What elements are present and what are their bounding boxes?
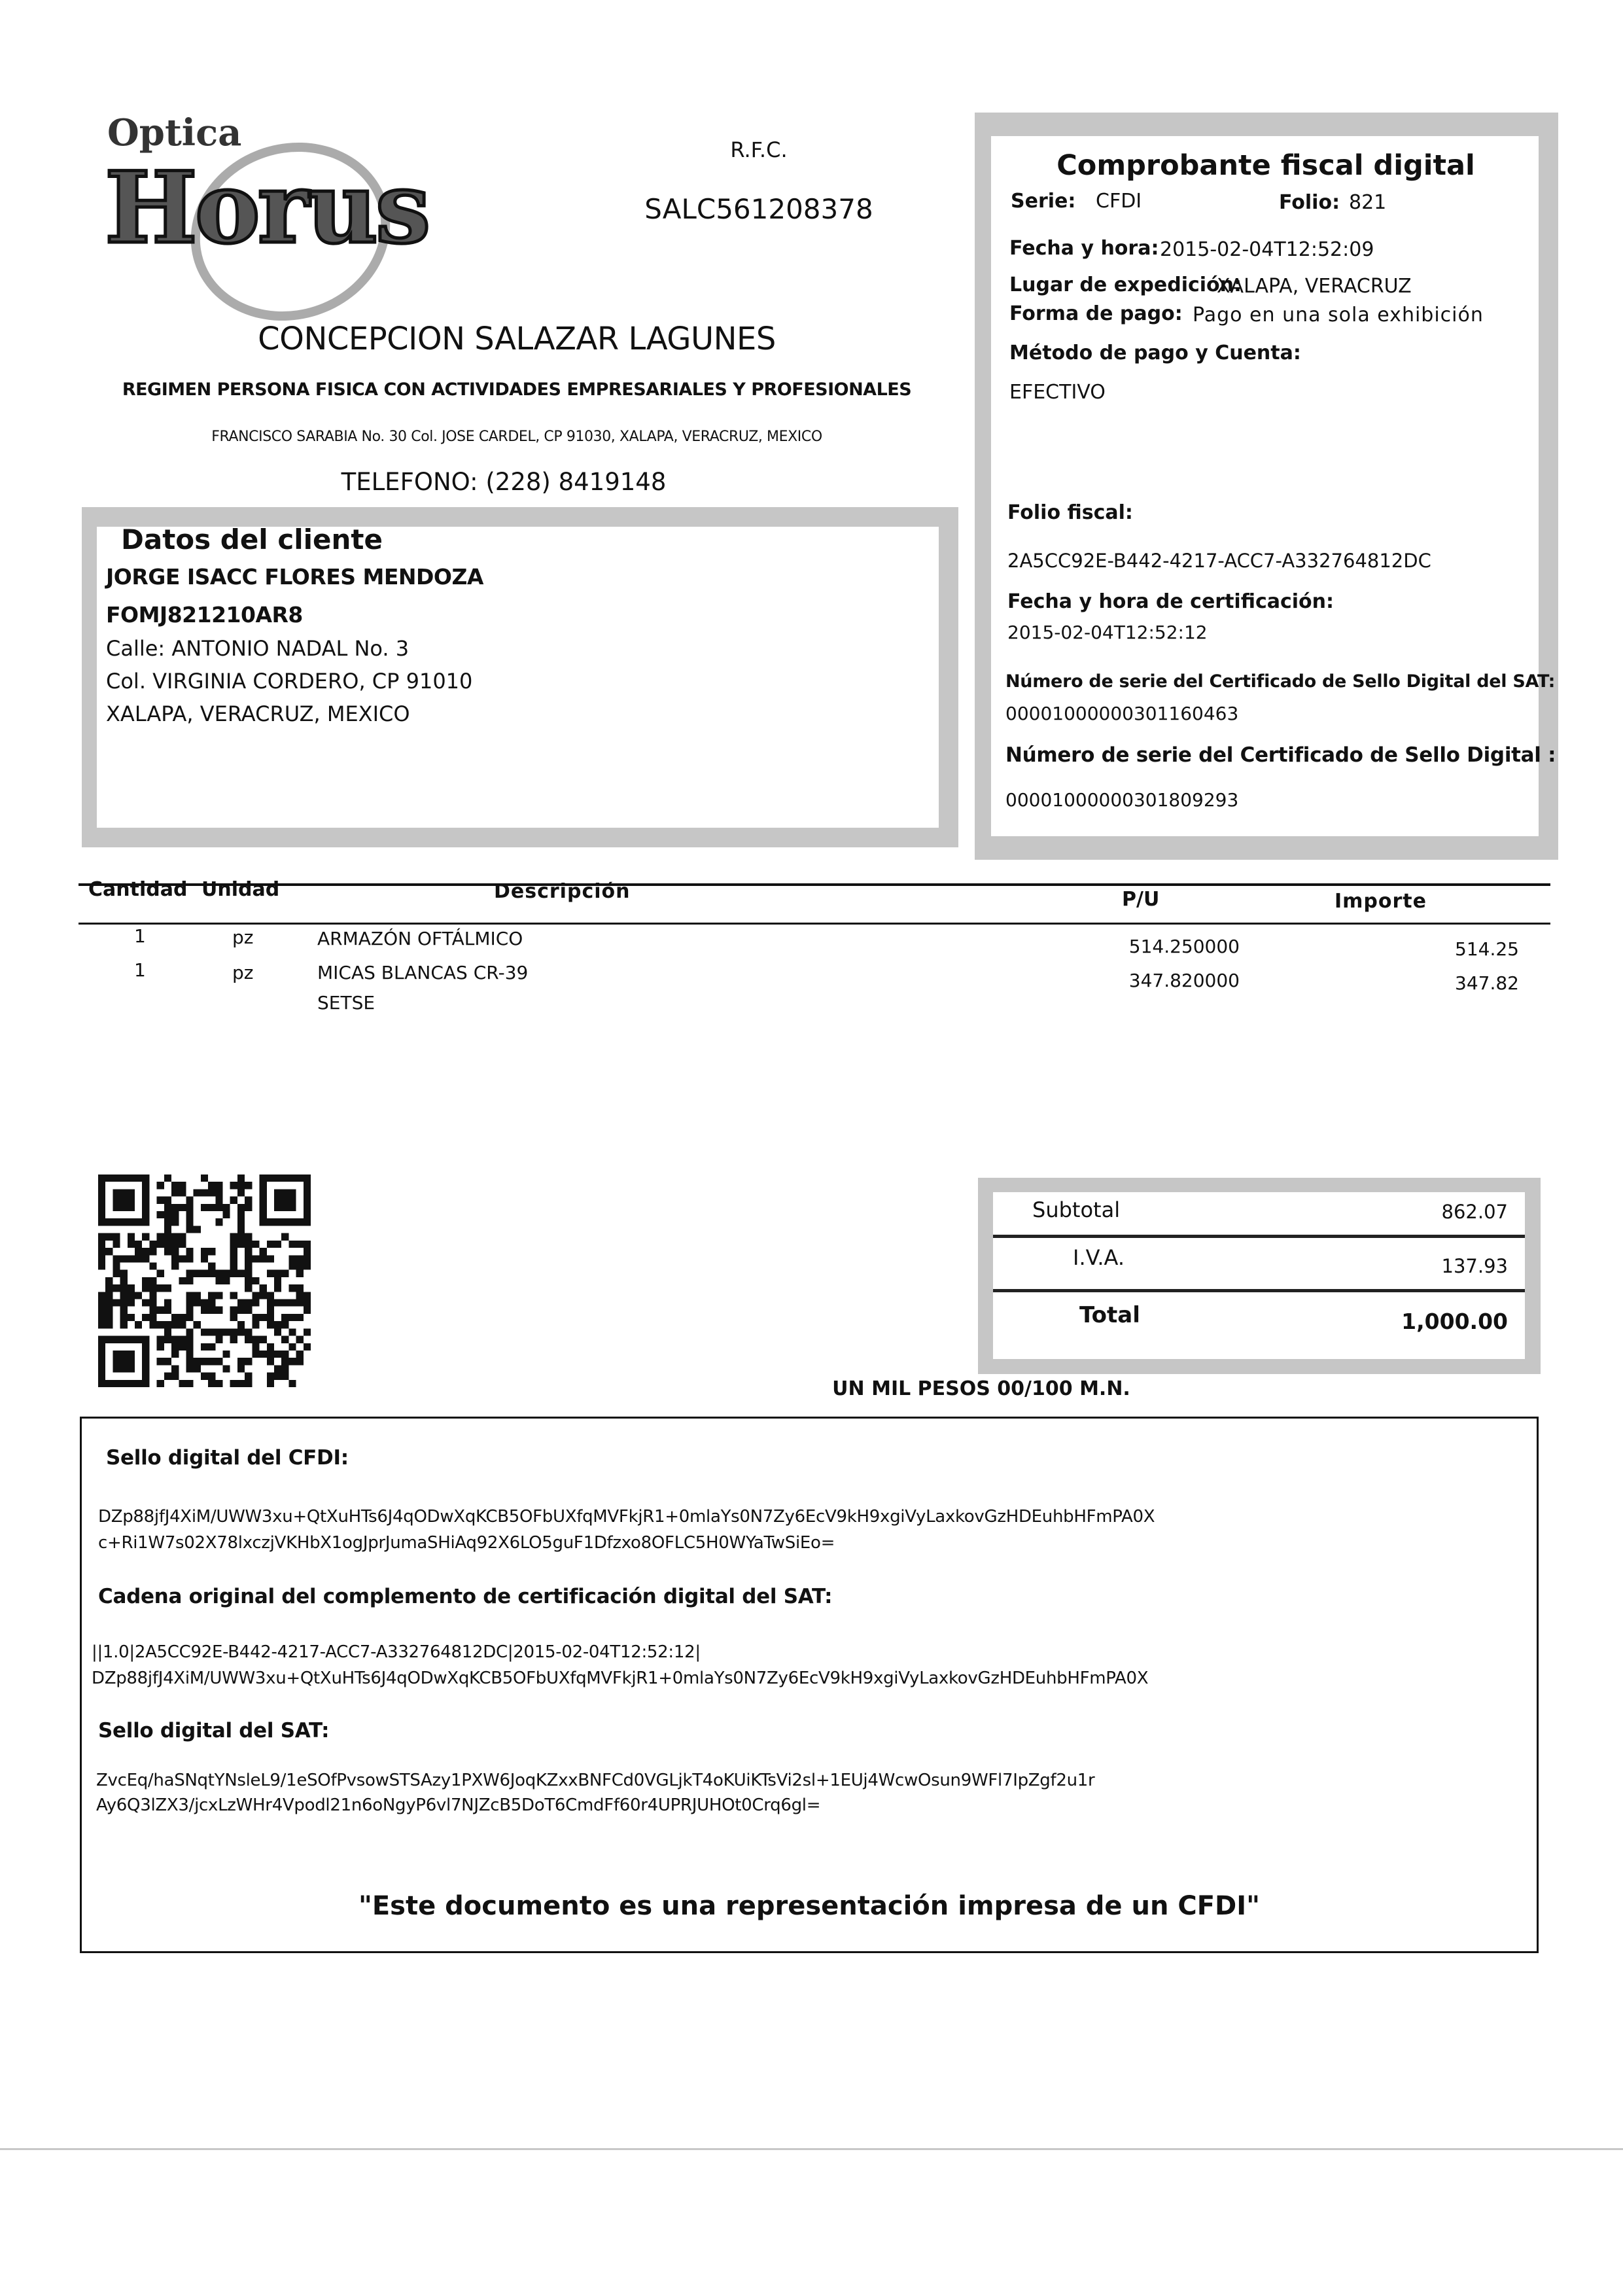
header-cantidad: Cantidad <box>88 878 188 901</box>
row2-pu: 347.820000 <box>1128 970 1240 991</box>
cfdi-footer-note: "Este documento es una representación impresa de un CFDI" <box>358 1891 1260 1921</box>
issuer-address: FRANCISCO SARABIA No. 30 Col. JOSE CARDEL, CP 91030, XALAPA, VERACRUZ, MEXICO <box>211 429 822 445</box>
forma-label: Forma de pago: <box>1009 302 1183 325</box>
amount-in-words: UN MIL PESOS 00/100 M.N. <box>832 1377 1130 1400</box>
row2-descripcion-2: SETSE <box>317 992 375 1014</box>
header-importe: Importe <box>1335 890 1427 913</box>
cert-fecha-label: Fecha y hora de certificación: <box>1007 590 1335 613</box>
header-pu: P/U <box>1122 888 1160 911</box>
issuer-regime: REGIMEN PERSONA FISICA CON ACTIVIDADES EMPRESARIALES Y PROFESIONALES <box>122 380 912 400</box>
cfdi-seal-line-1: DZp88jfJ4XiM/UWW3xu+QtXuHTs6J4qODwXqKCB5OFbUXfqMVFkjR1+0mlaYs0N7Zy6EcV9kH9xgiVyLaxkovGzHDEuhbHFmPA0X <box>98 1507 1155 1527</box>
iva-value: 137.93 <box>1441 1255 1508 1277</box>
folio-label: Folio: <box>1279 191 1340 214</box>
row2-importe: 347.82 <box>1455 972 1519 994</box>
subtotal-label: Subtotal <box>1032 1197 1121 1222</box>
client-street: Calle: ANTONIO NADAL No. 3 <box>106 636 410 661</box>
metodo-value: EFECTIVO <box>1009 381 1106 404</box>
serie-value: CFDI <box>1096 190 1142 213</box>
client-title: Datos del cliente <box>121 523 383 556</box>
folio-value: 821 <box>1349 191 1387 214</box>
client-city: XALAPA, VERACRUZ, MEXICO <box>106 701 410 726</box>
client-name: JORGE ISACC FLORES MENDOZA <box>106 564 483 590</box>
table-top-rule <box>79 883 1550 886</box>
qr-code-icon <box>98 1174 311 1387</box>
lugar-label: Lugar de expedición: <box>1009 274 1242 296</box>
fecha-value: 2015-02-04T12:52:09 <box>1160 238 1374 261</box>
cadena-label: Cadena original del complemento de certificación digital del SAT: <box>98 1585 833 1608</box>
row1-cantidad: 1 <box>134 925 146 947</box>
page-bottom-rule <box>0 2148 1623 2150</box>
client-rfc: FOMJ821210AR8 <box>106 602 303 627</box>
totals-rule-2 <box>993 1289 1525 1292</box>
fiscal-title: Comprobante fiscal digital <box>1056 149 1475 182</box>
cfdi-seal-label: Sello digital del CFDI: <box>106 1446 349 1470</box>
logo-small-text: Optica <box>107 111 242 154</box>
cert-label: Número de serie del Certificado de Sello Digital : <box>1005 743 1556 767</box>
cadena-line-2: DZp88jfJ4XiM/UWW3xu+QtXuHTs6J4qODwXqKCB5OFbUXfqMVFkjR1+0mlaYs0N7Zy6EcV9kH9xgiVyLaxkovGzHDEuhbHFmPA0X <box>92 1669 1149 1688</box>
row1-descripcion: ARMAZÓN OFTÁLMICO <box>317 928 523 949</box>
forma-value: Pago en una sola exhibición <box>1193 304 1484 327</box>
row2-unidad: pz <box>232 962 254 983</box>
total-value: 1,000.00 <box>1401 1309 1508 1334</box>
table-header-rule <box>79 923 1550 925</box>
rfc-label: R.F.C. <box>730 137 788 162</box>
total-label: Total <box>1079 1302 1140 1328</box>
sat-seal-line-2: Ay6Q3lZX3/jcxLzWHr4Vpodl21n6oNgyP6vl7NJZcB5DoT6CmdFf60r4UPRJUHOt0Crq6gl= <box>96 1795 821 1815</box>
totals-rule-1 <box>993 1235 1525 1238</box>
row1-unidad: pz <box>232 927 254 948</box>
serie-label: Serie: <box>1011 190 1076 213</box>
logo-big-text: Horus <box>105 150 428 266</box>
row1-importe: 514.25 <box>1455 938 1519 960</box>
cert-value: 00001000000301809293 <box>1005 789 1239 811</box>
sat-cert-value: 00001000000301160463 <box>1005 703 1239 724</box>
sat-seal-line-1: ZvcEq/haSNqtYNsleL9/1eSOfPvsowSTSAzy1PXW6JoqKZxxBNFCd0VGLjkT4oKUiKTsVi2sl+1EUj4WcwOsun9WFl7IpZgf2u1r <box>96 1771 1095 1790</box>
metodo-label: Método de pago y Cuenta: <box>1009 342 1301 364</box>
rfc-value: SALC561208378 <box>644 193 873 225</box>
sat-seal-label: Sello digital del SAT: <box>98 1719 330 1742</box>
lugar-value: XALAPA, VERACRUZ <box>1217 275 1412 298</box>
client-colonia: Col. VIRGINIA CORDERO, CP 91010 <box>106 669 473 694</box>
folio-fiscal-label: Folio fiscal: <box>1007 501 1133 524</box>
header-descripcion: Descripción <box>494 880 631 903</box>
subtotal-value: 862.07 <box>1441 1201 1508 1223</box>
sat-cert-label: Número de serie del Certificado de Sello Digital del SAT: <box>1005 671 1556 692</box>
cert-fecha-value: 2015-02-04T12:52:12 <box>1007 622 1208 643</box>
optica-horus-logo <box>98 111 451 308</box>
iva-label: I.V.A. <box>1073 1245 1125 1270</box>
header-unidad: Unidad <box>201 878 280 901</box>
row1-pu: 514.250000 <box>1128 936 1240 957</box>
row2-cantidad: 1 <box>134 959 146 981</box>
fecha-label: Fecha y hora: <box>1009 237 1159 260</box>
issuer-phone: TELEFONO: (228) 8419148 <box>341 468 667 496</box>
folio-fiscal-value: 2A5CC92E-B442-4217-ACC7-A332764812DC <box>1007 550 1431 572</box>
cadena-line-1: ||1.0|2A5CC92E-B442-4217-ACC7-A332764812DC|2015-02-04T12:52:12| <box>92 1642 701 1662</box>
issuer-name: CONCEPCION SALAZAR LAGUNES <box>258 321 776 357</box>
row2-descripcion: MICAS BLANCAS CR-39 <box>317 962 529 983</box>
cfdi-seal-line-2: c+Ri1W7s02X78lxczjVKHbX1ogJprJumaSHiAq92X6LO5guF1Dfzxo8OFLC5H0WYaTwSiEo= <box>98 1533 835 1553</box>
